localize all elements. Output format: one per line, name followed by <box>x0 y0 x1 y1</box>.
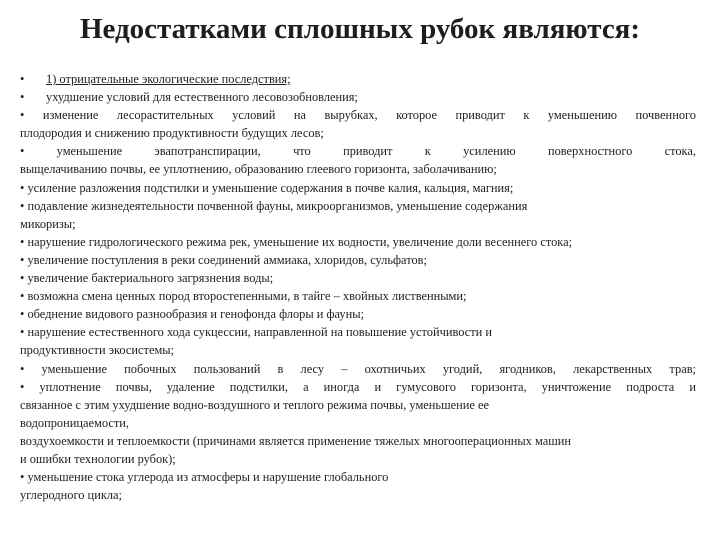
list-item <box>20 142 696 160</box>
item-text: усиление разложения подстилки и уменьшение содержания в почве калия, кальция, магния; <box>27 180 514 195</box>
item-continuation: связанное с этим ухудшение водно-воздушного и теплого режима почвы, уменьшение ее <box>20 397 489 412</box>
item-continuation: выщелачиванию почвы, ее уплотнению, образованию глеевого горизонта, заболачиванию; <box>20 162 497 177</box>
item-text: ухудшение условий для естественного лесовозобновления; <box>46 90 358 105</box>
bullet: • <box>20 72 25 86</box>
list-item <box>20 251 696 269</box>
item-text: уменьшение эвапотранспирации, что приводит к усилению поверхностного стока, <box>56 144 696 159</box>
list-item <box>20 305 696 323</box>
item-text: обеднение видового разнообразия и генофонда флоры и фауны; <box>27 307 365 322</box>
bullet: • <box>20 180 25 195</box>
list-item <box>20 360 696 378</box>
bullet: • <box>20 289 25 304</box>
item-text: воздухоемкости и теплоемкости (причинами является применение тяжелых многооперационных машин <box>20 433 572 448</box>
item-text: изменение лесорастительных условий на вырубках, которое приводит к уменьшению почвенного <box>42 108 696 123</box>
bullet: • <box>20 271 25 286</box>
bullet: • <box>20 361 25 376</box>
item-text: подавление жизнедеятельности почвенной фауны, микроорганизмов, уменьшение содержания <box>27 198 528 213</box>
bullet: • <box>20 307 25 322</box>
item-continuation: плодородия и снижению продуктивности будущих лесов; <box>20 126 324 141</box>
bullet: • <box>20 470 25 485</box>
item-text: увеличение бактериального загрязнения воды; <box>27 271 274 286</box>
list-item <box>20 70 696 88</box>
list-item <box>20 88 696 106</box>
bullet: • <box>20 198 25 213</box>
item-text: нарушение естественного хода сукцессии, направленной на повышение устойчивости и <box>27 325 493 340</box>
item-text: уменьшение стока углерода из атмосферы и нарушение глобального <box>27 470 389 485</box>
item-text: возможна смена ценных пород второстепенными, в тайге – хвойных лиственными; <box>27 289 467 304</box>
bullet: • <box>20 108 25 123</box>
list-item <box>20 179 696 197</box>
shortcomings-list <box>20 70 696 504</box>
list-item <box>20 323 696 341</box>
list-item <box>20 233 696 251</box>
list-item <box>20 287 696 305</box>
list-item <box>20 106 696 124</box>
item-continuation: микоризы; <box>20 216 76 231</box>
bullet: • <box>20 379 25 394</box>
list-item <box>20 269 696 287</box>
bullet: • <box>20 234 25 249</box>
page-title: Недостатками сплошных рубок являются: <box>79 13 641 45</box>
bullet: • <box>20 144 25 159</box>
item-text: 1) отрицательные экологические последствия; <box>46 72 291 86</box>
item-text: увеличение поступления в реки соединений аммиака, хлоридов, сульфатов; <box>27 252 427 267</box>
list-item <box>20 197 696 215</box>
item-continuation: и ошибки технологии рубок); <box>20 451 176 466</box>
list-item <box>20 432 696 450</box>
bullet: • <box>20 90 25 105</box>
item-text: нарушение гидрологического режима рек, уменьшение их водности, увеличение доли весеннего стока; <box>27 234 573 249</box>
item-continuation: углеродного цикла; <box>20 488 122 503</box>
bullet: • <box>20 252 25 267</box>
list-item <box>20 468 696 486</box>
bullet: • <box>20 325 25 340</box>
item-text: уплотнение почвы, удаление подстилки, а иногда и гумусового горизонта, уничтожение подроста и <box>39 379 696 394</box>
item-continuation: водопроницаемости, <box>20 415 130 430</box>
list-item <box>20 378 696 396</box>
item-continuation: продуктивности экосистемы; <box>20 343 175 358</box>
item-text: уменьшение побочных пользований в лесу – охотничьих угодий, ягодников, лекарственных трав; <box>41 361 696 376</box>
